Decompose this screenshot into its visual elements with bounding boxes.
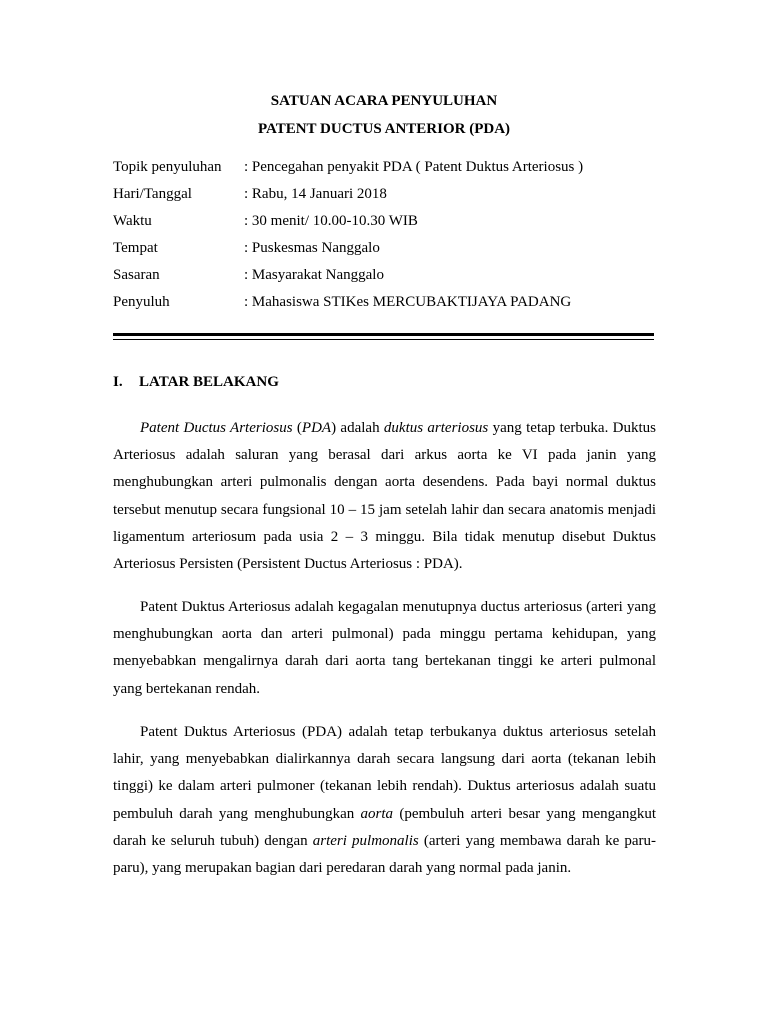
info-row-target <box>113 267 673 287</box>
text-run: (pembuluh arteri besar yang mengangkut darah ke seluruh tubuh) dengan <box>113 805 656 849</box>
italic-term: arteri pulmonalis <box>312 832 419 849</box>
info-value: : Pencegahan penyakit PDA ( Patent Duktus Arteriosus ) <box>244 159 584 175</box>
info-label: Penyuluh <box>113 294 170 310</box>
section-title: LATAR BELAKANG <box>139 374 279 390</box>
info-row-speaker <box>113 294 673 314</box>
divider-thin <box>113 339 654 340</box>
paragraph-3 <box>113 719 656 882</box>
paragraph-1 <box>113 415 656 578</box>
info-row-place <box>113 240 673 260</box>
italic-term: Patent Ductus Arteriosus <box>140 420 293 436</box>
info-row-topic <box>113 159 673 179</box>
text-run: Patent Duktus Arteriosus (PDA) adalah tetap terbukanya duktus arteriosus setelah lahir, yang menyebabkan dialirkannya darah secara langsung dari aorta (tekanan lebih tinggi) ke dalam arteri pulmoner (tekanan lebih rendah). Duktus arteriosus adalah suatu pembuluh darah yang menghubungkan <box>113 724 656 822</box>
info-value: : 30 menit/ 10.00-10.30 WIB <box>244 213 418 229</box>
divider-thick <box>113 333 654 336</box>
info-label: Sasaran <box>113 267 160 283</box>
text-run: ( <box>292 420 302 436</box>
info-label: Waktu <box>113 213 152 229</box>
info-label: Tempat <box>113 240 158 256</box>
document-subtitle: PATENT DUCTUS ANTERIOR (PDA) <box>257 121 511 137</box>
section-heading <box>113 374 279 391</box>
text-run: ) adalah <box>331 420 384 436</box>
text-run: (arteri yang membawa darah ke paru-paru), yang merupakan bagian dari peredaran darah yang normal pada janin. <box>113 832 656 877</box>
info-row-date <box>113 186 673 206</box>
info-value: : Masyarakat Nanggalo <box>244 267 384 283</box>
italic-term: PDA <box>301 420 332 436</box>
paragraph-2: Patent Duktus Arteriosus adalah kegagalan menutupnya ductus arteriosus (arteri yang menghubungkan aorta dan arteri pulmonal) pada minggu pertama kehidupan, yang menyebabkan mengalirnya darah dari aorta tang bertekanan tinggi ke arteri pulmonal yang bertekanan rendah. <box>113 599 656 697</box>
info-label: Hari/Tanggal <box>113 186 192 202</box>
info-label: Topik penyuluhan <box>113 159 222 175</box>
info-value: : Rabu, 14 Januari 2018 <box>244 186 387 202</box>
text-run: yang tetap terbuka. Duktus Arteriosus adalah saluran yang berasal dari arkus aorta ke VI pada janin yang menghubungkan arteri pulmonalis dengan aorta desendens. Pada bayi normal duktus tersebut menutup secara fungsional 10 – 15 jam setelah lahir dan secara anatomis menjadi ligamentum arteriosum pada usia 2 – 3 minggu. Bila tidak menutup disebut Duktus Arteriosus Persisten (Persistent Ductus Arteriosus : PDA). <box>113 420 657 573</box>
info-row-time <box>113 213 673 233</box>
info-value: : Mahasiswa STIKes MERCUBAKTIJAYA PADANG <box>244 294 572 310</box>
italic-term: aorta <box>360 805 394 822</box>
section-number: I. <box>113 374 123 390</box>
document-title: SATUAN ACARA PENYULUHAN <box>270 93 498 109</box>
italic-term: duktus arteriosus <box>383 420 489 436</box>
info-value: : Puskesmas Nanggalo <box>244 240 380 256</box>
